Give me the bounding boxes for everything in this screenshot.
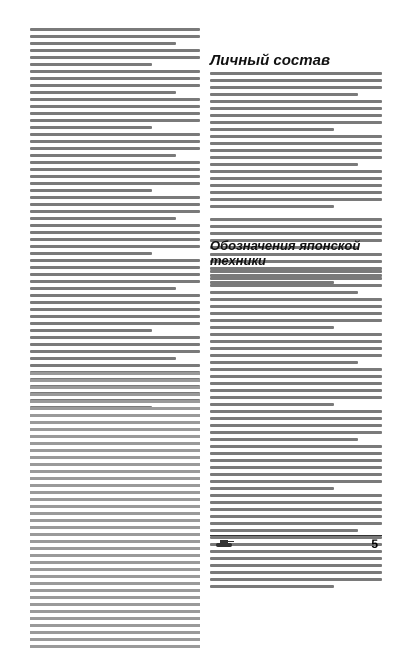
- page-number: 5: [371, 537, 378, 551]
- tank-icon: [214, 538, 234, 548]
- page-footer: [210, 535, 382, 552]
- section-title-personnel: Личный состав: [210, 52, 330, 69]
- left-column-text: [30, 28, 200, 413]
- left-column-lower-text: [30, 372, 200, 652]
- section-title-designations: Обозначения японской техники: [210, 238, 361, 268]
